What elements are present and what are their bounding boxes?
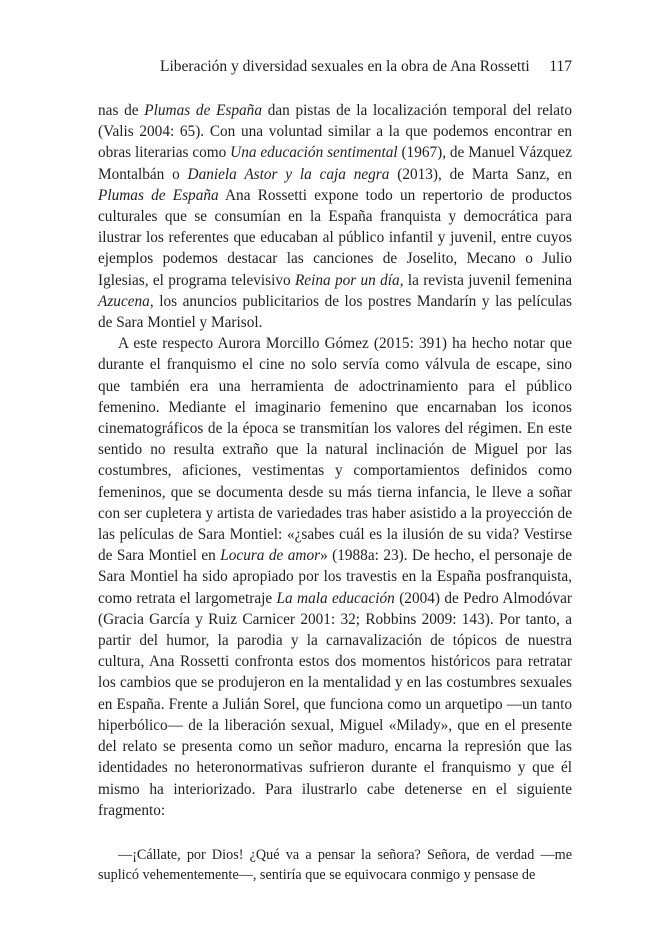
paragraph-1 (98, 100, 572, 333)
italic-title: Azucena (98, 292, 150, 310)
italic-title: Plumas de España (98, 186, 219, 204)
text-run: nas de (98, 102, 145, 119)
italic-title: Una educación sentimental (230, 144, 398, 162)
italic-title: Plumas de España (144, 102, 262, 119)
text-run: , la revista juvenil femenina (399, 271, 572, 289)
text-run: dan pistas de la localización temporal del relato (Valis 2004: 65). Con una voluntad similar a la que podemos encontrar en obras literarias como (98, 102, 572, 162)
italic-title: Locura de amor (220, 547, 321, 565)
italic-title: La mala educación (276, 589, 395, 607)
running-title: Liberación y diversidad sexuales en la obra de Ana Rossetti (160, 58, 530, 75)
text-run: Ana Rossetti expone todo un repertorio de productos culturales que se consumían en la España franquista y democrática para ilustrar los referentes que educaban al público infantil y juvenil, entre cuyos ejemplos podemos destacar las canciones de Joselito, Mecano o Julio Iglesias, el programa televisivo (98, 186, 572, 289)
paragraph-2 (98, 333, 572, 821)
text-run: A este respecto Aurora Morcillo Gómez (2015: 391) ha hecho notar que durante el franquismo el cine no solo servía como válvula de escape, sino que también era una herramienta de adoctrinamiento para el público femenino. Mediante el imaginario femenino que encarnaban los iconos cinematográficos de la época se transmitían los valores del régimen. En este sentido no resulta extraño que la natural inclinación de Miguel por las costumbres, aficiones, vestimentas y comportamientos definidos como femeninos, que se documenta desde su más tierna infancia, le lleve a soñar con ser cupletera y artista de variedades tras haber asistido a la proyección de las películas de Sara Montiel: «¿sabes cuál es la ilusión de su vida? Vestirse de Sara Montiel en (98, 335, 572, 565)
text-run: (2004) de Pedro Almodóvar (Gracia García y Ruiz Carnicer 2001: 32; Robbins 2009: 143). Por tanto, a partir del humor, la parodia y la carnavalización de tópicos de nuestra cultura, Ana Rossetti confronta estos dos momentos históricos para retratar los cambios que se produjeron en la mentalidad y en las costumbres sexuales en España. Frente a Julián Sorel, que funciona como un arquetipo —un tanto hiperbólico— de la liberación sexual, Miguel «Milady», que en el presente del relato se presenta como un señor maduro, encarna la represión que las identidades no heteronormativas sufrieron durante el franquismo y que él mismo ha interiorizado. Para ilustrarlo cabe detenerse en el siguiente fragmento: (98, 589, 572, 819)
text-run: , los anuncios publicitarios de los postres Mandarín y las películas de Sara Montiel y Marisol. (98, 292, 572, 332)
main-text (98, 100, 572, 886)
italic-title: Daniela Astor y la caja negra (187, 165, 390, 183)
page-number: 117 (549, 58, 572, 75)
text-run: » (1988a: 23). De hecho, el personaje de Sara Montiel ha sido apropiado por los travestis en la España posfranquista, como retrata el largometraje (98, 547, 572, 607)
block-quote: —¡Cállate, por Dios! ¿Qué va a pensar la señora? Señora, de verdad —me suplicó vehementemente—, sentiría que se equivocara conmigo y pensase de (98, 846, 572, 884)
italic-title: Reina por un día (294, 271, 400, 289)
text-run: (2013), de Marta Sanz, en (389, 165, 572, 183)
text-run: (1967), de Manuel Vázquez Montalbán o (98, 144, 572, 183)
